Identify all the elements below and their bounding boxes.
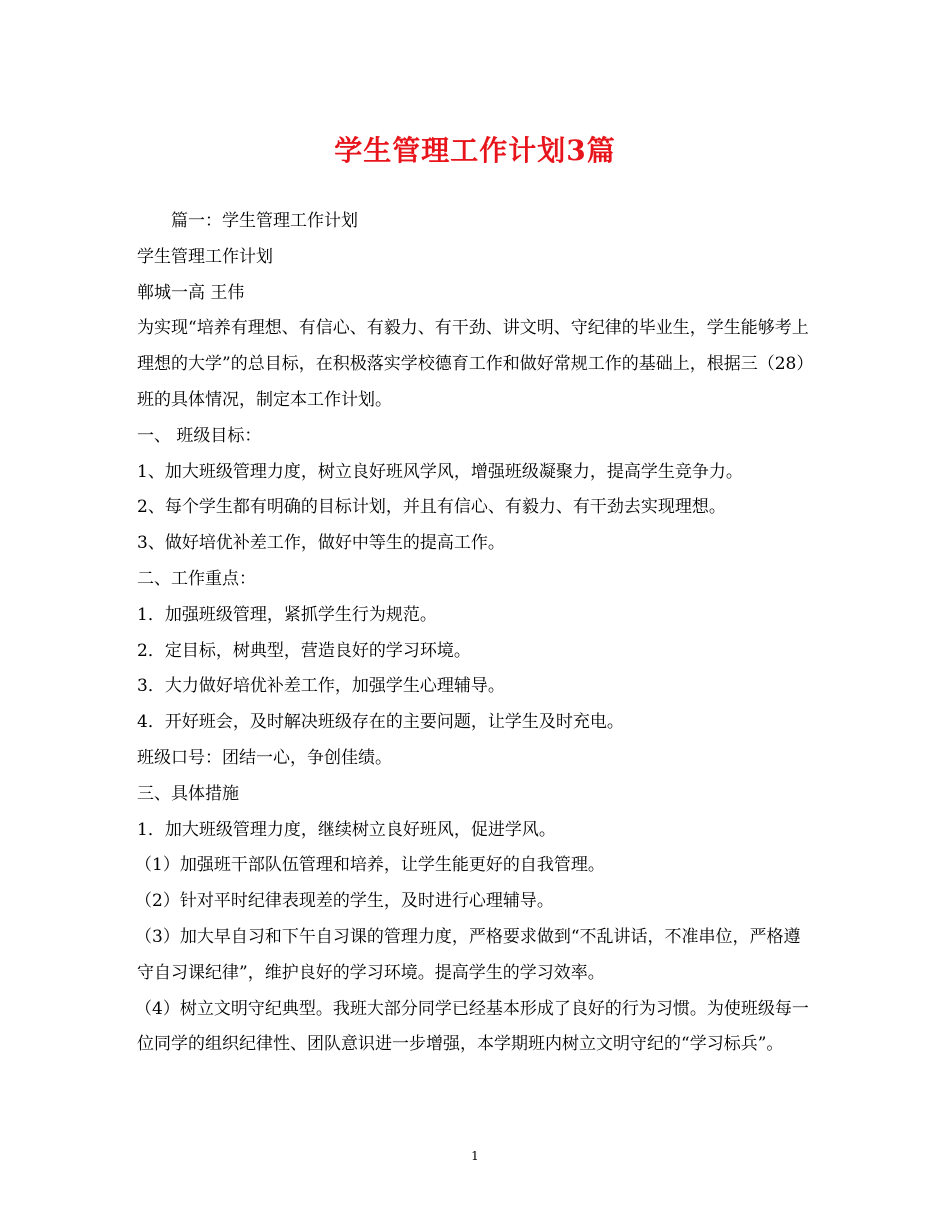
class-slogan: 班级口号：团结一心，争创佳绩。 — [137, 747, 392, 768]
measure-subitem-4: （4）树立文明守纪典型。我班大部分同学已经基本形成了良好的行为习惯。为使班级每一位同学的组织纪律性、团队意识进一步增强，本学期班内树立文明守纪的“学习标兵”。 — [135, 998, 809, 1055]
goal-item-2: 2、每个学生都有明确的目标计划，并且有信心、有毅力、有干劲去实现理想。 — [137, 497, 726, 518]
goal-item-1: 1、加大班级管理力度，树立良好班风学风，增强班级凝聚力，提高学生竞争力。 — [137, 461, 743, 482]
section-heading-part-one: 篇一：学生管理工作计划 — [171, 211, 358, 231]
goal-item-3: 3、做好培优补差工作，做好中等生的提高工作。 — [137, 533, 505, 554]
page-number: 1 — [471, 1149, 479, 1163]
document-body — [137, 204, 813, 1063]
plan-title: 学生管理工作计划 — [137, 246, 273, 267]
measure-subitem-3: （3）加大早自习和下午自习课的管理力度，严格要求做到“不乱讲话，不准串位，严格遵守自习课纪律”，维护良好的学习环境。提高学生的学习效率。 — [135, 926, 801, 983]
focus-item-4: 4．开好班会，及时解决班级存在的主要问题，让学生及时充电。 — [137, 712, 624, 733]
focus-item-1: 1．加强班级管理，紧抓学生行为规范。 — [137, 604, 437, 625]
intro-paragraph: 为实现“培养有理想、有信心、有毅力、有干劲、讲文明、守纪律的毕业生，学生能够考上理想的大学”的总目标，在积极落实学校德育工作和做好常规工作的基础上，根据三（28）班的具体情况，制定本工作计划。 — [137, 318, 809, 410]
heading-measures: 三、具体措施 — [137, 783, 239, 804]
measure-item-1: 1．加大班级管理力度，继续树立良好班风，促进学风。 — [137, 819, 556, 840]
heading-work-focus: 二、工作重点： — [137, 568, 256, 589]
author-line: 郸城一高 王伟 — [137, 282, 245, 303]
focus-item-2: 2．定目标，树典型，营造良好的学习环境。 — [137, 640, 471, 661]
document-title: 学生管理工作计划3篇 — [334, 134, 616, 167]
measure-subitem-1: （1）加强班干部队伍管理和培养，让学生能更好的自我管理。 — [135, 855, 605, 876]
measure-subitem-2: （2）针对平时纪律表现差的学生，及时进行心理辅导。 — [135, 891, 554, 912]
heading-class-goals: 一、 班级目标： — [137, 425, 262, 446]
focus-item-3: 3．大力做好培优补差工作，加强学生心理辅导。 — [137, 676, 505, 697]
